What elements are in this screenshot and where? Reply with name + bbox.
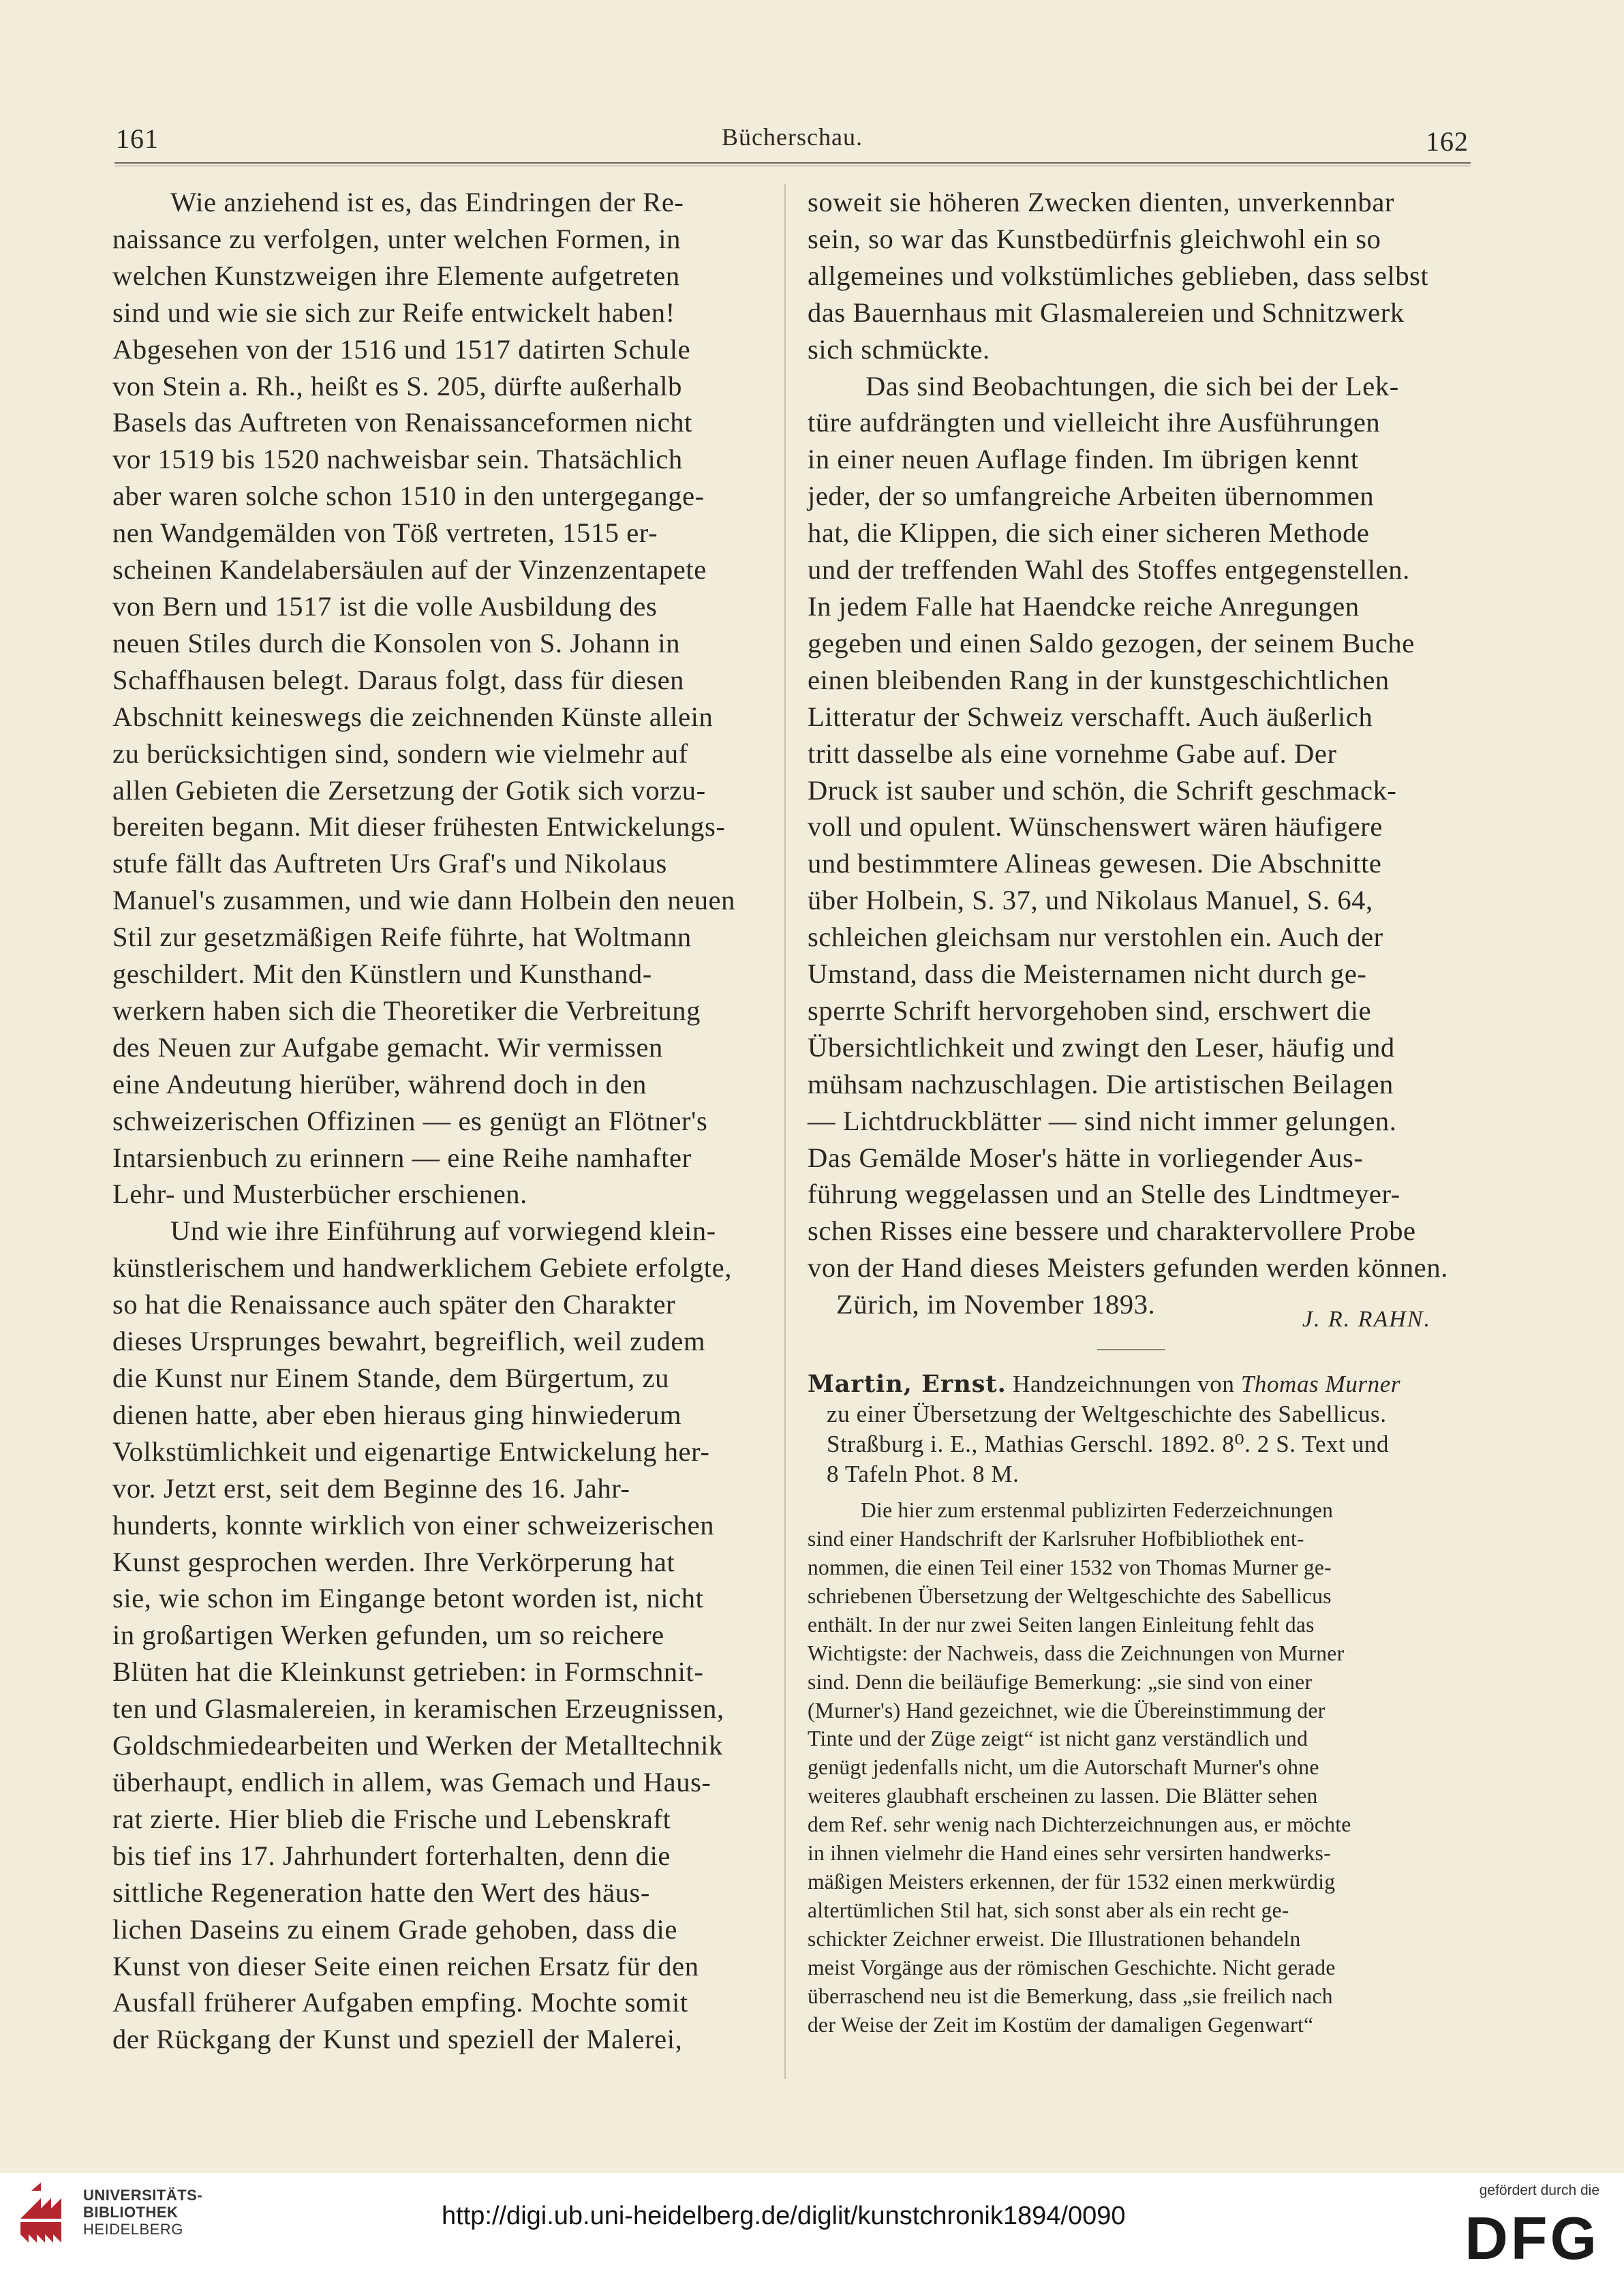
text-line: Blüten hat die Kleinkunst getrieben: in Formschnit-: [112, 1656, 704, 1688]
text-line: Lehr- und Musterbücher erschienen.: [112, 1179, 527, 1210]
text-line: Abschnitt keineswegs die zeichnenden Künste allein: [112, 701, 714, 732]
text-line: schweizerischen Offizinen — es genügt an Flötner's: [112, 1105, 708, 1136]
review-heading-line: [808, 1369, 1458, 1399]
text-line: von Stein a. Rh., heißt es S. 205, dürfte außerhalb: [112, 370, 682, 401]
review-body-line: Wichtigste: der Nachweis, dass die Zeichnungen von Murner: [808, 1641, 1345, 1665]
review-body-line: dem Ref. sehr wenig nach Dichterzeichnungen aus, er möchte: [808, 1812, 1351, 1837]
text-line: Das sind Beobachtungen, die sich bei der Lek-: [865, 370, 1399, 401]
text-line: Kunst von dieser Seite einen reichen Ersatz für den: [112, 1950, 699, 1981]
text-line: Das Gemälde Moser's hätte in vorliegender Aus-: [808, 1142, 1364, 1173]
review-body-line: sind einer Handschrift der Karlsruher Hofbibliothek ent-: [808, 1527, 1304, 1551]
text-line: stufe fällt das Auftreten Urs Graf's und Nikolaus: [112, 848, 667, 879]
review-body-line: schriebenen Übersetzung der Weltgeschichte des Sabellicus: [808, 1583, 1332, 1608]
library-name-line: UNIVERSITÄTS-: [83, 2187, 203, 2204]
section-divider: [1097, 1349, 1165, 1350]
text-line: schleichen gleichsam nur verstohlen ein. Auch der: [808, 922, 1383, 953]
text-line: Wie anziehend ist es, das Eindringen der Re-: [170, 187, 684, 217]
review-body-line: schickter Zeichner erweist. Die Illustrationen behandeln: [808, 1926, 1301, 1951]
text-line: Intarsienbuch zu erinnern — eine Reihe namhafter: [112, 1142, 692, 1173]
header-rule: [114, 162, 1471, 164]
text-line: soweit sie höheren Zwecken dienten, unverkennbar: [808, 187, 1394, 217]
text-line: vor 1519 bis 1520 nachweisbar sein. Thatsächlich: [112, 444, 683, 475]
review-body-line: nommen, die einen Teil einer 1532 von Thomas Murner ge-: [808, 1555, 1332, 1579]
text-line: Kunst gesprochen werden. Ihre Verkörperung hat: [112, 1546, 675, 1577]
text-line: Volkstümlichkeit und eigenartige Entwickelung her-: [112, 1436, 710, 1467]
text-line: welchen Kunstzweigen ihre Elemente aufgetreten: [112, 260, 680, 291]
text-line: überhaupt, endlich in allem, was Gemach und Haus-: [112, 1766, 711, 1797]
university-library-logo: [14, 2181, 75, 2249]
library-name-line: HEIDELBERG: [83, 2221, 183, 2238]
review-body-line: überraschend neu ist die Bemerkung, dass „sie freilich nach: [808, 1984, 1333, 2008]
text-line: jeder, der so umfangreiche Arbeiten übernommen: [808, 481, 1375, 512]
review-body-line: mäßigen Meisters erkennen, der für 1532 einen merkwürdig: [808, 1869, 1336, 1894]
text-line: der Rückgang der Kunst und speziell der Malerei,: [112, 2024, 683, 2055]
text-line: Schaffhausen belegt. Daraus folgt, dass für diesen: [112, 664, 685, 695]
text-line: Abgesehen von der 1516 und 1517 datirten Schule: [112, 333, 691, 365]
text-line: in einer neuen Auflage finden. Im übrigen kennt: [808, 444, 1359, 475]
review-title-italic: Thomas Murner: [1240, 1371, 1401, 1398]
review-body-line: sind. Denn die beiläufige Bemerkung: „sie sind von einer: [808, 1669, 1313, 1694]
text-line: naissance zu verfolgen, unter welchen Formen, in: [112, 223, 681, 254]
text-line: zu berücksichtigen sind, sondern wie vielmehr auf: [112, 738, 688, 769]
paragraph: [112, 184, 767, 1213]
text-line: scheinen Kandelabersäulen auf der Vinzenzentapete: [112, 554, 707, 586]
text-line: künstlerischem und handwerklichem Gebiete erfolgte,: [112, 1252, 732, 1284]
text-line: von Bern und 1517 ist die volle Ausbildung des: [112, 590, 658, 622]
permalink-url[interactable]: http://digi.ub.uni-heidelberg.de/diglit/kunstchronik1894/0090: [442, 2202, 1126, 2230]
text-line: eine Andeutung hierüber, während doch in den: [112, 1068, 647, 1099]
text-line: werkern haben sich die Theoretiker die Verbreitung: [112, 994, 701, 1026]
review-body-line: Tinte und der Züge zeigt“ ist nicht ganz verständlich und: [808, 1727, 1308, 1751]
text-line: geschildert. Mit den Künstlern und Kunsthand-: [112, 958, 652, 990]
footer-bar: [0, 2173, 1624, 2278]
running-title: Bücherschau.: [722, 123, 863, 151]
text-line: über Holbein, S. 37, und Nikolaus Manuel, S. 64,: [808, 885, 1373, 916]
left-column: [112, 184, 767, 2058]
text-line: und der treffenden Wahl des Stoffes entgegenstellen.: [808, 554, 1410, 586]
text-line: dienen hatte, aber eben hieraus ging hinwiederum: [112, 1399, 682, 1430]
text-line: Übersichtlichkeit und zwingt den Leser, häufig und: [808, 1031, 1395, 1063]
column-divider: [784, 184, 786, 2079]
review-body-line: altertümlichen Stil hat, sich sonst aber als ein recht ge-: [808, 1898, 1289, 1922]
signature: [808, 1286, 1458, 1333]
text-line: Druck ist sauber und schön, die Schrift geschmack-: [808, 774, 1397, 806]
funding-text: gefördert durch die: [1479, 2183, 1599, 2198]
text-line: aber waren solche schon 1510 in den untergegange-: [112, 481, 705, 512]
text-line: und bestimmtere Alineas gewesen. Die Abschnitte: [808, 848, 1382, 879]
review-body-line: genügt jedenfalls nicht, um die Autorschaft Murner's ohne: [808, 1755, 1319, 1780]
text-line: vor. Jetzt erst, seit dem Beginne des 16. Jahr-: [112, 1472, 630, 1504]
text-line: ten und Glasmalereien, in keramischen Erzeugnissen,: [112, 1693, 724, 1725]
text-line: — Lichtdruckblätter — sind nicht immer gelungen.: [808, 1105, 1397, 1136]
text-line: einen bleibenden Rang in der kunstgeschichtlichen: [808, 664, 1390, 695]
text-line: türe aufdrängten und vielleicht ihre Ausführungen: [808, 407, 1381, 438]
text-line: sich schmückte.: [808, 333, 990, 365]
text-line: gegeben und einen Saldo gezogen, der seinem Buche: [808, 627, 1415, 658]
text-line: bereiten begann. Mit dieser frühesten Entwickelungs-: [112, 811, 726, 842]
text-line: allgemeines und volkstümliches geblieben, dass selbst: [808, 260, 1429, 291]
library-name: [83, 2187, 202, 2238]
review-body: [808, 1496, 1458, 2039]
text-line: Manuel's zusammen, und wie dann Holbein den neuen: [112, 885, 735, 916]
review-body-line: (Murner's) Hand gezeichnet, wie die Übereinstimmung der: [808, 1698, 1326, 1722]
text-line: hunderts, konnte wirklich von einer schweizerischen: [112, 1509, 715, 1540]
paragraph: [808, 184, 1458, 368]
right-column: [808, 184, 1458, 2039]
left-page-number: 161: [116, 123, 159, 154]
review-body-line: in ihnen vielmehr die Hand eines sehr versirten handwerks-: [808, 1841, 1331, 1866]
text-line: führung weggelassen und an Stelle des Lindtmeyer-: [808, 1179, 1400, 1210]
text-line: Ausfall früherer Aufgaben empfing. Mochte somit: [112, 1987, 688, 2018]
text-line: die Kunst nur Einem Stande, dem Bürgertum, zu: [112, 1363, 669, 1393]
review-body-line: Die hier zum erstenmal publizirten Federzeichnungen: [861, 1498, 1334, 1523]
text-line: sittliche Regeneration hatte den Wert des häus-: [112, 1877, 650, 1908]
text-line: tritt dasselbe als eine vornehme Gabe auf. Der: [808, 738, 1337, 769]
review-body-line: meist Vorgänge aus der römischen Geschichte. Nicht gerade: [808, 1955, 1336, 1979]
review-heading-line: Straßburg i. E., Mathias Gerschl. 1892. 8⁰. 2 S. Text und: [827, 1431, 1390, 1458]
paragraph: [808, 368, 1458, 1287]
text-line: Basels das Auftreten von Renaissanceformen nicht: [112, 407, 692, 438]
text-line: bis tief ins 17. Jahrhundert forterhalten, denn die: [112, 1840, 671, 1871]
text-line: sperrte Schrift hervorgehoben sind, erschwert die: [808, 994, 1372, 1026]
text-line: Litteratur der Schweiz verschafft. Auch äußerlich: [808, 701, 1373, 732]
text-line: voll und opulent. Wünschenswert wären häufigere: [808, 811, 1383, 842]
text-line: Goldschmiedearbeiten und Werken der Metalltechnik: [112, 1730, 723, 1761]
review-body-line: weiteres glaubhaft erscheinen zu lassen. Die Blätter sehen: [808, 1784, 1318, 1808]
text-line: von der Hand dieses Meisters gefunden werden können.: [808, 1252, 1448, 1284]
place-date: Zürich, im November 1893.: [836, 1289, 1156, 1320]
text-line: allen Gebieten die Zersetzung der Gotik sich vorzu-: [112, 774, 706, 806]
text-line: Und wie ihre Einführung auf vorwiegend klein-: [170, 1215, 716, 1247]
text-line: lichen Daseins zu einem Grade gehoben, dass die: [112, 1913, 677, 1945]
text-line: neuen Stiles durch die Konsolen von S. Johann in: [112, 627, 681, 658]
text-line: sind und wie sie sich zur Reife entwickelt haben!: [112, 297, 675, 328]
text-line: sein, so war das Kunstbedürfnis gleichwohl ein so: [808, 223, 1381, 254]
review-body-line: enthält. In der nur zwei Seiten langen Einleitung fehlt das: [808, 1612, 1315, 1637]
text-line: dieses Ursprunges bewahrt, begreiflich, weil zudem: [112, 1326, 706, 1357]
text-line: des Neuen zur Aufgabe gemacht. Wir vermissen: [112, 1031, 663, 1063]
paragraph: [112, 1213, 767, 2058]
review-author: Martin, Ernst.: [808, 1370, 1007, 1399]
review-title-start: Handzeichnungen von: [1006, 1371, 1241, 1398]
text-line: mühsam nachzuschlagen. Die artistischen Beilagen: [808, 1068, 1394, 1099]
right-page-number: 162: [1426, 126, 1469, 157]
running-header: [116, 116, 1469, 157]
text-line: Stil zur gesetzmäßigen Reife führte, hat Woltmann: [112, 922, 692, 953]
text-line: nen Wandgemälden von Töß vertreten, 1515 er-: [112, 517, 658, 549]
review-heading: [808, 1369, 1458, 1489]
text-line: In jedem Falle hat Haendcke reiche Anregungen: [808, 590, 1360, 622]
review-heading-line: 8 Tafeln Phot. 8 M.: [827, 1461, 1020, 1488]
signature-author: J. R. RAHN.: [1302, 1307, 1431, 1333]
text-line: so hat die Renaissance auch später den Charakter: [112, 1289, 676, 1320]
text-line: schen Risses eine bessere und charaktervollere Probe: [808, 1215, 1416, 1247]
text-line: in großartigen Werken gefunden, um so reichere: [112, 1620, 664, 1651]
text-line: hat, die Klippen, die sich einer sicheren Methode: [808, 517, 1370, 549]
review-heading-line: zu einer Übersetzung der Weltgeschichte des Sabellicus.: [827, 1401, 1387, 1428]
text-line: Umstand, dass die Meisternamen nicht durch ge-: [808, 958, 1367, 990]
text-line: rat zierte. Hier blieb die Frische und Lebenskraft: [112, 1803, 671, 1834]
text-line: sie, wie schon im Eingange betont worden ist, nicht: [112, 1583, 704, 1614]
review-body-line: der Weise der Zeit im Kostüm der damaligen Gegenwart“: [808, 2012, 1314, 2037]
library-name-line: BIBLIOTHEK: [83, 2204, 179, 2221]
text-line: das Bauernhaus mit Glasmalereien und Schnitzwerk: [808, 297, 1405, 328]
dfg-logo: DFG: [1465, 2204, 1599, 2272]
